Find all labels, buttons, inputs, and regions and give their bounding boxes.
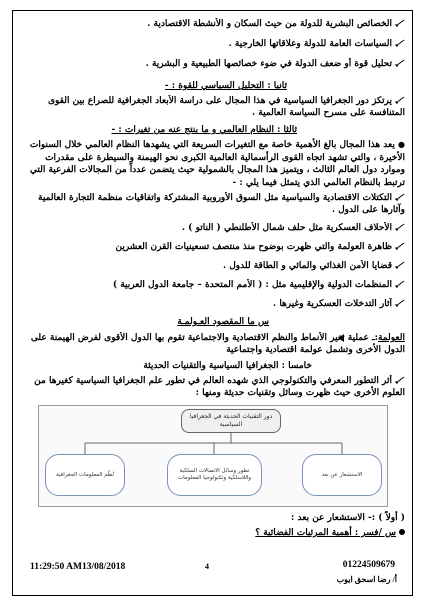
pen-icon (395, 242, 405, 250)
line-state-power-analysis: تحليل قوة أو ضعف الدولة في ضوء خصائصها الطبيعية و البشرية . (25, 58, 405, 70)
pen-icon (395, 223, 405, 231)
technologies-diagram (38, 405, 388, 507)
list-item-alliances: الأحلاف العسكرية مثل حلف شمال الأطلنطي ( الناتو ) . (25, 222, 405, 234)
diagram-node-communications: تطور وسائل الاتصالات السلكية واللاسلكية وتكنولوجيا المعلومات (167, 454, 262, 496)
diagram-node-gis: نُظُم المعلومات الجغرافية (45, 454, 125, 496)
list-item-blocs: التكتلات الاقتصادية والسياسية مثل السوق الأوروبية المشتركة واتفاقيات منظمة التجارة العالمية وآثارها على الدول . (38, 193, 405, 215)
section-heading-2: ثانيا : التحليل السياسي للقوة : - (164, 81, 287, 91)
line-human-characteristics: الخصائص البشرية للدولة من حيث السكان و الأنشطة الاقتصادية . (25, 18, 405, 30)
list-item-organizations: المنظمات الدولية والإقليمية مثل : ( الأمم المتحدة – جامعة الدول العربية ) (25, 279, 405, 291)
section-heading-5: خامسا : الجغرافيا السياسية والتقنيات الحديثة (143, 361, 312, 371)
pen-icon (395, 59, 405, 67)
list-item-interventions: آثار التدخلات العسكرية وغيرها . (25, 298, 405, 310)
pen-icon (395, 193, 405, 201)
section-heading-3: ثالثا : النظام العالمي و ما ينتج عنه من تغيرات : - (111, 125, 297, 135)
footer-author: أ/ رضا اسحق ايوب (336, 575, 397, 584)
pen-icon (395, 261, 405, 269)
section-2-text: يرتكز دور الجغرافيا السياسية في هذا المجال على دراسة الأبعاد الجغرافية للصراع بين القوى المتنافسة على مسرح السياسة العالمية . (47, 96, 405, 118)
pen-icon (395, 299, 405, 307)
answer-label: العولمة (377, 333, 405, 343)
diagram-node-remote-sensing: الاستشعار عن بعد (302, 454, 382, 496)
section-3-text: ● يعد هذا المجال بالغ الأهمية خاصة مع التغيرات السريعة التي يشهدها النظام العالمي خلال السنوات الأخيرة ، والتي تشهد اتجاه القوى الرأسمالية العالمية الكبرى نحو الهيمنة والسيطرة على مقدرات وموارد دول العالم الثالث ، ويتميز هذا المجال بالشمولية حيث يتضمن عدداً من المجالات الفرعية التي ترتبط بالنظام العالمي الذي يتمثل فيما يلي : - (29, 139, 405, 188)
arrow-icon (338, 334, 344, 342)
footer-page-number: 4 (205, 562, 209, 571)
pen-icon (395, 376, 405, 384)
pen-icon (395, 19, 405, 27)
pen-icon (395, 96, 405, 104)
bullet-icon (399, 529, 405, 535)
line-public-policy: السياسات العامة للدولة وعلاقاتها الخارجية . (25, 38, 405, 50)
answer-globalization: العولمة:ـ عملية تغير الأنماط والنظم الاقتصادية والاجتماعية تقوم بها الدول الأقوى لفرض الهيمنة على الدول الأخرى وتشمل عولمة اقتصادية واجتماعية (30, 333, 405, 355)
footer-phone: 01224509679 (342, 560, 395, 570)
question-satellite-images: س /فسر : أهمية المرئيات الفضائية ؟ (255, 527, 405, 539)
section-5-text: أثر التطور المعرفي والتكنولوجي الذي شهده العالم في تطور علم الجغرافيا السياسية كغيرها من العلوم الأخرى حيث ظهرت وسائل وتقنيات حديثة ومنها : (34, 376, 405, 398)
pen-icon (395, 280, 405, 288)
first-heading-remote-sensing: ( أولاً ) :- الاستشعار عن بعد : (291, 513, 405, 523)
footer-datetime: 11:29:50 AM13/08/2018 (30, 562, 126, 572)
question-globalization: س ما المقصود العـولمـة (177, 317, 269, 327)
list-item-security: قضايا الأمن الغذائي والمائي و الطاقة للدول . (25, 260, 405, 272)
pen-icon (395, 39, 405, 47)
list-item-globalization: ظاهرة العولمة والتي ظهرت بوضوح منذ منتصف تسعينيات القرن العشرين (25, 241, 405, 253)
diagram-title-box: دور التقنيات الحديثة في الجغرافيا السياسية (181, 409, 281, 433)
